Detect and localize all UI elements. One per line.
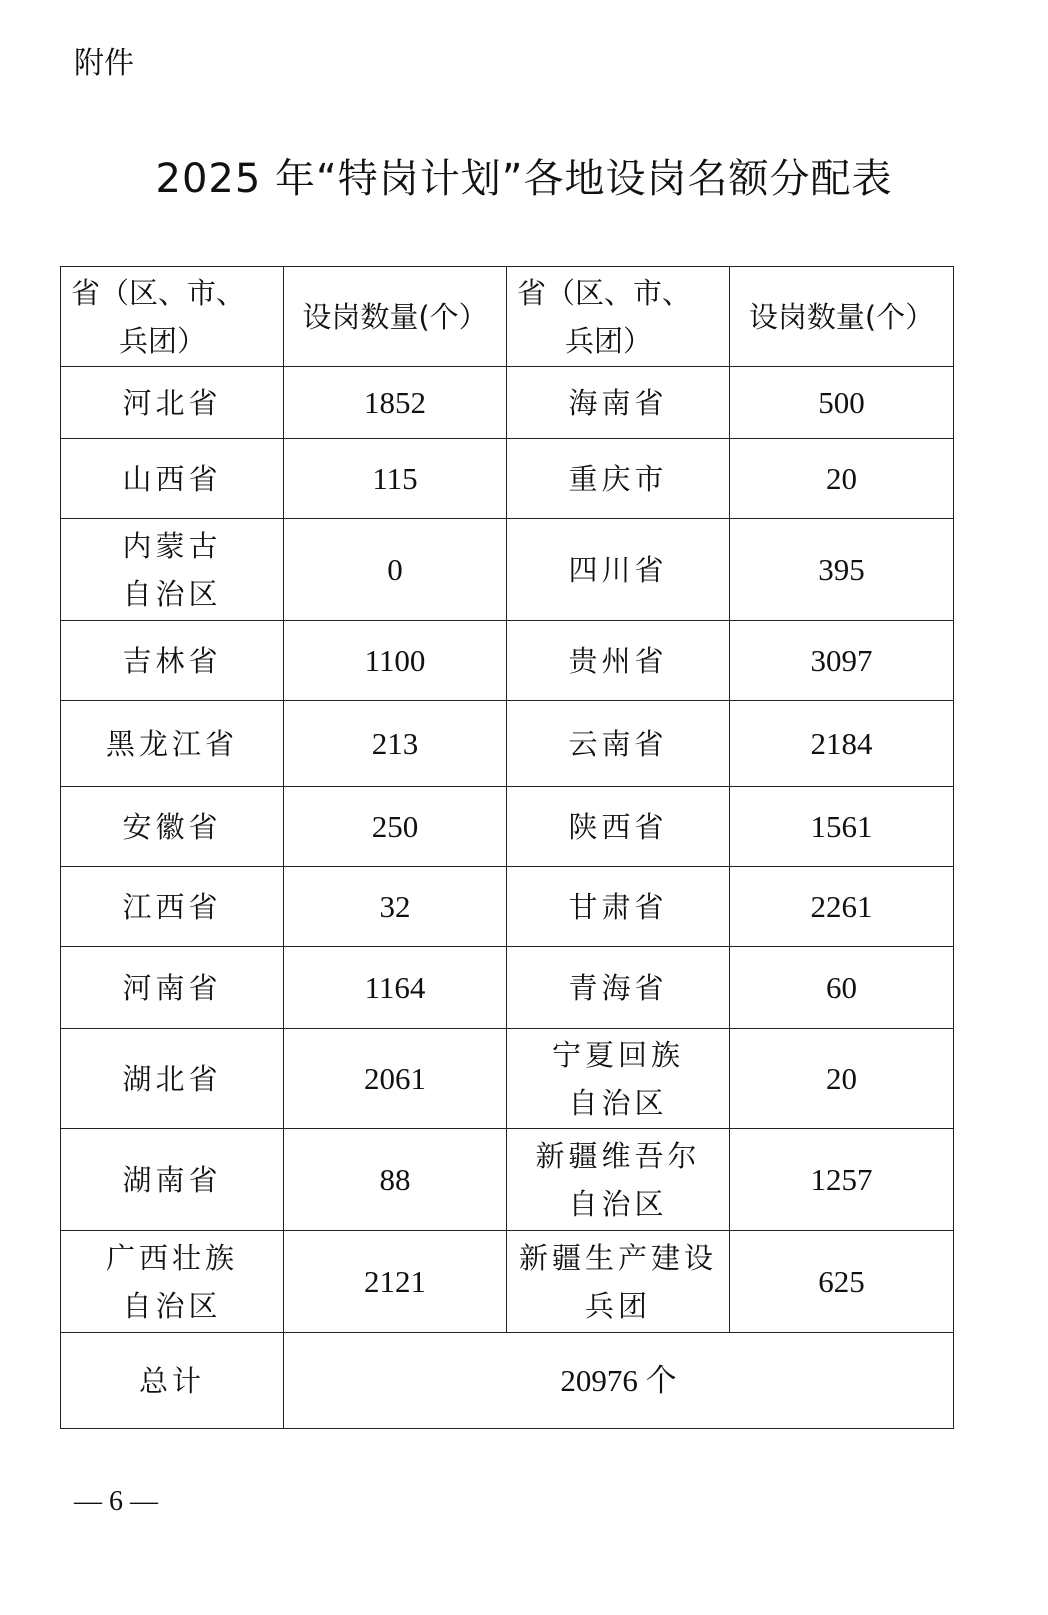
region-cell xyxy=(61,701,284,787)
table-row xyxy=(61,1029,954,1129)
count-cell: 1852 xyxy=(284,367,507,439)
count-cell: 3097 xyxy=(730,621,954,701)
count-cell: 1257 xyxy=(730,1129,954,1231)
region-cell xyxy=(61,519,284,621)
count-cell: 2261 xyxy=(730,867,954,947)
region-name-line: 江西省 xyxy=(122,889,222,924)
table-header-row xyxy=(61,267,954,367)
region-cell xyxy=(507,701,730,787)
count-cell: 1561 xyxy=(730,787,954,867)
table-row xyxy=(61,621,954,701)
header-region-line2: 兵团） xyxy=(119,323,207,358)
table-body xyxy=(61,367,954,1333)
region-name-line: 吉林省 xyxy=(122,643,222,678)
region-cell xyxy=(507,947,730,1029)
region-cell xyxy=(507,1029,730,1129)
region-cell xyxy=(507,787,730,867)
region-name-line: 新疆生产建设 xyxy=(518,1240,717,1275)
table-row xyxy=(61,947,954,1029)
region-cell xyxy=(61,1129,284,1231)
region-name-line: 贵州省 xyxy=(568,643,668,678)
count-cell: 1100 xyxy=(284,621,507,701)
count-cell: 20 xyxy=(730,1029,954,1129)
region-name-line: 宁夏回族 xyxy=(551,1037,684,1072)
region-cell xyxy=(61,439,284,519)
table-row xyxy=(61,439,954,519)
header-count-right: 设岗数量(个） xyxy=(730,267,954,367)
region-name-line: 自治区 xyxy=(122,576,222,611)
count-cell: 0 xyxy=(284,519,507,621)
count-cell: 625 xyxy=(730,1231,954,1333)
region-cell xyxy=(61,1029,284,1129)
region-cell xyxy=(61,787,284,867)
page-number: — 6 — xyxy=(74,1486,158,1517)
header-region-line1: 省（区、市、 xyxy=(71,275,246,310)
region-cell xyxy=(507,867,730,947)
region-name-line: 兵团 xyxy=(584,1288,651,1323)
count-cell: 250 xyxy=(284,787,507,867)
region-cell xyxy=(507,519,730,621)
region-cell xyxy=(507,1129,730,1231)
region-name-line: 黑龙江省 xyxy=(105,726,238,761)
region-cell xyxy=(61,867,284,947)
region-name-line: 河南省 xyxy=(122,970,222,1005)
count-cell: 395 xyxy=(730,519,954,621)
table-row xyxy=(61,519,954,621)
region-cell xyxy=(61,367,284,439)
header-region-line2: 兵团） xyxy=(565,323,653,358)
region-name-line: 云南省 xyxy=(568,726,668,761)
region-name-line: 安徽省 xyxy=(122,809,222,844)
count-cell: 2061 xyxy=(284,1029,507,1129)
region-name-line: 青海省 xyxy=(568,970,668,1005)
table-row xyxy=(61,1129,954,1231)
total-label: 总计 xyxy=(61,1333,284,1429)
region-name-line: 湖北省 xyxy=(122,1061,222,1096)
region-name-line: 新疆维吾尔 xyxy=(535,1138,701,1173)
region-name-line: 重庆市 xyxy=(568,461,668,496)
region-name-line: 河北省 xyxy=(122,385,222,420)
region-name-line: 甘肃省 xyxy=(568,889,668,924)
count-cell: 20 xyxy=(730,439,954,519)
count-cell: 2121 xyxy=(284,1231,507,1333)
allocation-table xyxy=(60,266,954,1429)
count-cell: 88 xyxy=(284,1129,507,1231)
region-name-line: 陕西省 xyxy=(568,809,668,844)
total-row xyxy=(61,1333,954,1429)
header-count-left: 设岗数量(个） xyxy=(284,267,507,367)
header-region-line1: 省（区、市、 xyxy=(517,275,692,310)
region-cell xyxy=(61,1231,284,1333)
region-cell xyxy=(61,621,284,701)
region-name-line: 自治区 xyxy=(568,1085,668,1120)
count-cell: 60 xyxy=(730,947,954,1029)
table-row xyxy=(61,367,954,439)
region-name-line: 自治区 xyxy=(568,1186,668,1221)
count-cell: 32 xyxy=(284,867,507,947)
region-name-line: 山西省 xyxy=(122,461,222,496)
header-region-right xyxy=(507,267,730,367)
page-title: 2025 年“特岗计划”各地设岗名额分配表 xyxy=(155,156,893,202)
table-row xyxy=(61,701,954,787)
region-name-line: 广西壮族 xyxy=(105,1240,238,1275)
table-row xyxy=(61,787,954,867)
count-cell: 213 xyxy=(284,701,507,787)
region-cell xyxy=(507,439,730,519)
region-name-line: 四川省 xyxy=(568,552,668,587)
table-row xyxy=(61,1231,954,1333)
region-cell xyxy=(507,367,730,439)
region-cell xyxy=(507,621,730,701)
attachment-label: 附件 xyxy=(74,46,134,81)
region-cell xyxy=(61,947,284,1029)
count-cell: 115 xyxy=(284,439,507,519)
count-cell: 2184 xyxy=(730,701,954,787)
region-name-line: 海南省 xyxy=(568,385,668,420)
count-cell: 500 xyxy=(730,367,954,439)
header-region-left xyxy=(61,267,284,367)
region-name-line: 内蒙古 xyxy=(122,528,222,563)
count-cell: 1164 xyxy=(284,947,507,1029)
table-row xyxy=(61,867,954,947)
region-name-line: 湖南省 xyxy=(122,1162,222,1197)
region-cell xyxy=(507,1231,730,1333)
region-name-line: 自治区 xyxy=(122,1288,222,1323)
total-value: 20976 个 xyxy=(284,1333,954,1429)
